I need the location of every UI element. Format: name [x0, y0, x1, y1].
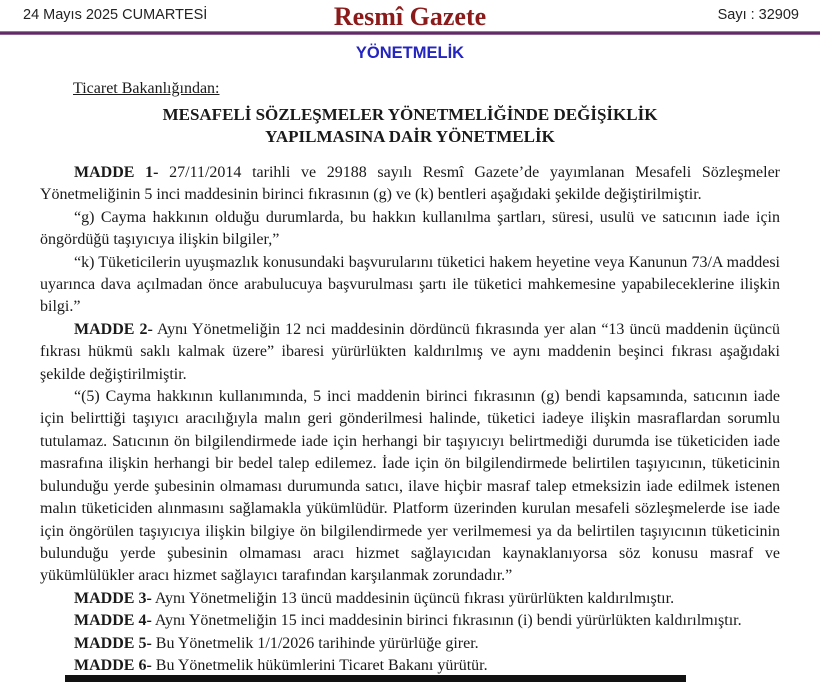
issuer-line: Ticaret Bakanlığından:	[73, 80, 220, 97]
issue-number: Sayı : 32909	[717, 7, 799, 23]
madde-2-paragraph	[40, 319, 780, 386]
madde-5-label: MADDE 5-	[74, 634, 152, 652]
madde-3-paragraph	[40, 588, 780, 610]
bent-g-paragraph	[40, 207, 780, 252]
regulation-document	[0, 80, 820, 677]
madde-6-text: Bu Yönetmelik hükümlerini Ticaret Bakanı yürütür.	[151, 656, 488, 674]
madde-1-text: 27/11/2014 tarihli ve 29188 sayılı Resmî Gazete’de yayımlanan Mesafeli Sözleşmeler Yönetmeliğinin 5 inci maddesinin birinci fıkrasının (g) ve (k) bentleri aşağıdaki şekilde değiştirilmiştir.	[40, 164, 781, 204]
madde-1-paragraph	[40, 162, 780, 207]
bent-k-paragraph	[40, 252, 780, 319]
madde-6-label: MADDE 6-	[74, 656, 152, 674]
masthead-divider-rule	[0, 31, 820, 35]
bottom-page-bar	[65, 675, 686, 682]
madde-3-label: MADDE 3-	[74, 589, 152, 607]
gazette-title: Resmî Gazete	[333, 2, 487, 31]
masthead	[0, 0, 820, 31]
madde-4-label: MADDE 4-	[74, 612, 152, 630]
fikra-5-text: “(5) Cayma hakkının kullanımında, 5 inci maddenin birinci fıkrasının (g) bendi kapsamında, satıcının iade için belirttiği taşıyıcı aracılığıyla malın geri gönderilmesi halinde, tüketici iadeye ilişkin masraflardan sorumlu tutulamaz. Satıcının ön bilgilendirmede iade için herhangi bir taşıyıcıyı belirtmediği durumda ise tüketiciden iade masrafına ilişkin herhangi bir bedel talep edilemez. İade için ön bilgilendirmede belirtilen taşıyıcının, tüketicinin bulunduğu yerde şubesinin olmaması durumunda satıcı, ilave hiçbir masraf talep etmeksizin iade edilmek istenen malın tüketiciden alınmasını sağlamakla yükümlüdür. Platform üzerinden kurulan mesafeli sözleşmelerde ise iade için öngörülen taşıyıcıya ilişkin bilgiye ön bilgilendirmede yer verilmemesi ya da belirtilen taşıyıcının tüketicinin bulunduğu yerde şubesinin olmaması aracı hizmet sağlayıcıdan kaynaklanıyorsa söz konusu masraf ve yükümlülükler aracı hizmet sağlayıcı tarafından karşılanmak zorundadır.”	[40, 388, 780, 585]
bent-k-text: “k) Tüketicilerin uyuşmazlık konusundaki başvurularını tüketici hakem heyetine veya Kanunun 73/A maddesi uyarınca dava açılmadan önce arabulucuya başvurulması şartı ile tüketici mahkemesine yapabileceklerine ilişkin bilgi.”	[40, 253, 780, 316]
regulation-title-line1: MESAFELİ SÖZLEŞMELER YÖNETMELİĞİNDE DEĞİŞİKLİK	[162, 105, 658, 124]
madde-2-text: Aynı Yönetmeliğin 12 nci maddesinin dördüncü fıkrasında yer alan “13 üncü maddenin üçüncü fıkrası hükmü saklı kalmak üzere” ibaresi yürürlükten kaldırılmış ve aynı maddenin beşinci fıkrası aşağıdaki şekilde değiştirilmiştir.	[40, 320, 781, 383]
madde-5-text: Bu Yönetmelik 1/1/2026 tarihinde yürürlüğe girer.	[151, 634, 479, 652]
madde-4-paragraph	[40, 610, 780, 632]
bent-g-text: “g) Cayma hakkının olduğu durumlarda, bu hakkın kullanılma şartları, süresi, usulü ve satıcının iade için öngördüğü taşıyıcıya ilişkin bilgiler,”	[40, 208, 780, 249]
regulation-body	[40, 162, 780, 677]
fikra-5-paragraph	[40, 386, 780, 588]
madde-1-label: MADDE 1-	[74, 164, 159, 181]
madde-4-text: Aynı Yönetmeliğin 15 inci maddesinin birinci fıkrasının (i) bendi yürürlükten kaldırılmıştır.	[151, 612, 742, 630]
regulation-title	[40, 104, 780, 148]
madde-2-label: MADDE 2-	[74, 320, 153, 338]
section-heading: YÖNETMELİK	[355, 44, 465, 62]
madde-3-text: Aynı Yönetmeliğin 13 üncü maddesinin üçüncü fıkrası yürürlükten kaldırılmıştır.	[151, 589, 675, 607]
regulation-title-line2: YAPILMASINA DAİR YÖNETMELİK	[265, 127, 555, 146]
madde-6-paragraph	[40, 655, 780, 677]
issue-date: 24 Mayıs 2025 CUMARTESİ	[23, 7, 208, 23]
madde-5-paragraph	[40, 633, 780, 655]
